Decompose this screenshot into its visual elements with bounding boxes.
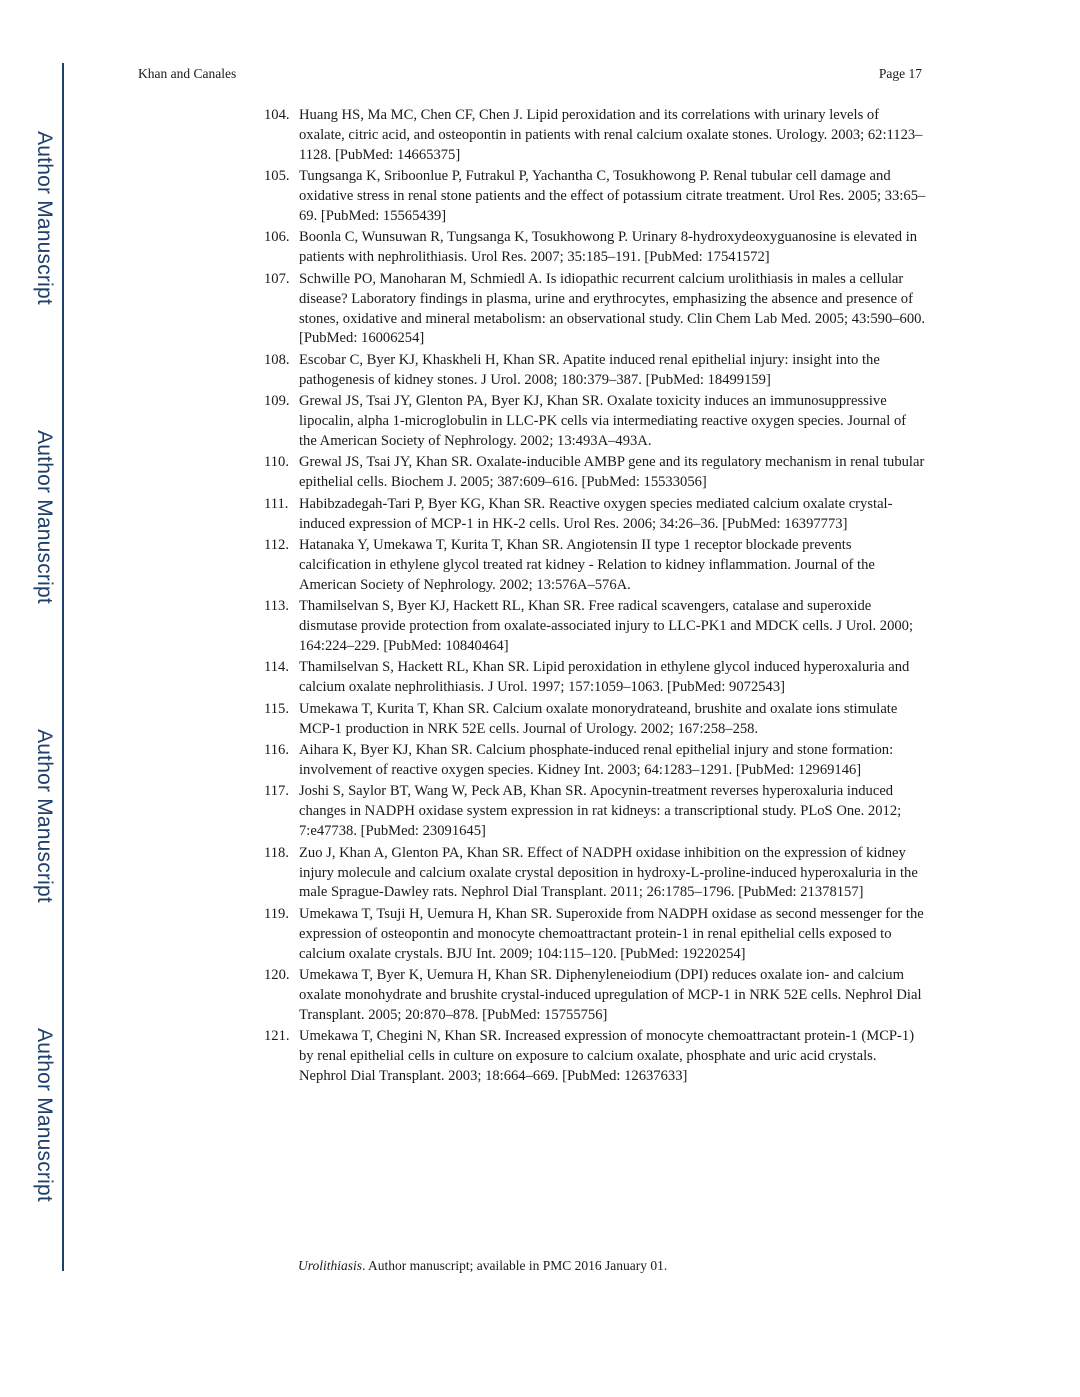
reference-number: 114.	[264, 659, 289, 676]
reference-number: 112.	[264, 537, 289, 554]
reference-number: 110.	[264, 454, 289, 471]
reference-number: 121.	[264, 1028, 290, 1045]
reference-text: Umekawa T, Byer K, Uemura H, Khan SR. Diphenyleneiodium (DPI) reduces oxalate ion- and calcium oxalate monohydrate and brushite crystal-induced upregulation of MCP-1 in NRK 52E cells. Nephrol Dial Transplant. 2005; 20:870–878. [PubMed: 15755756]	[299, 967, 922, 1023]
reference-list	[264, 106, 926, 1089]
reference-text: Aihara K, Byer KJ, Khan SR. Calcium phosphate-induced renal epithelial injury and stone formation: involvement of reactive oxygen species. Kidney Int. 2003; 64:1283–1291. [PubMed: 12969146]	[299, 742, 894, 778]
reference-text: Grewal JS, Tsai JY, Khan SR. Oxalate-inducible AMBP gene and its regulatory mechanism in renal tubular epithelial cells. Biochem J. 2005; 387:609–616. [PubMed: 15533056]	[299, 454, 925, 491]
footer-text: . Author manuscript; available in PMC 2016 January 01.	[362, 1258, 668, 1273]
footer-citation	[298, 1258, 667, 1274]
footer-journal: Urolithiasis	[298, 1258, 363, 1273]
reference-text: Joshi S, Saylor BT, Wang W, Peck AB, Khan SR. Apocynin-treatment reverses hyperoxaluria induced changes in NADPH oxidase system expression in rat kidneys: a transcriptional study. PLoS One. 2012; 7:e47738. [PubMed: 23091645]	[299, 783, 902, 840]
reference-number: 120.	[264, 967, 290, 984]
running-head-authors: Khan and Canales	[138, 66, 237, 81]
sidebar-rule	[62, 63, 64, 1271]
reference-number: 115.	[264, 700, 289, 717]
reference-text: Escobar C, Byer KJ, Khaskheli H, Khan SR. Apatite induced renal epithelial injury: insight into the pathogenesis of kidney stones. J Urol. 2008; 180:379–387. [PubMed: 18499159]	[299, 351, 880, 388]
reference-number: 119.	[264, 905, 289, 922]
reference-item	[264, 700, 926, 740]
reference-item	[264, 844, 926, 904]
reference-text: Huang HS, Ma MC, Chen CF, Chen J. Lipid peroxidation and its correlations with urinary levels of oxalate, citric acid, and osteopontin in patients with renal calcium oxalate stones. Urology. 2003; 62:1123–1128. [PubMed: 14665375]	[299, 107, 923, 163]
reference-text: Thamilselvan S, Hackett RL, Khan SR. Lipid peroxidation in ethylene glycol induced hyperoxaluria and calcium oxalate nephrolithiasis. J Urol. 1997; 157:1059–1063. [PubMed: 9072543]	[299, 659, 910, 696]
reference-number: 117.	[264, 783, 289, 800]
reference-text: Habibzadegah-Tari P, Byer KG, Khan SR. Reactive oxygen species mediated calcium oxalate crystal-induced expression of MCP-1 in HK-2 cells. Urol Res. 2006; 34:26–36. [PubMed: 16397773]	[299, 495, 893, 532]
reference-text: Boonla C, Wunsuwan R, Tungsanga K, Tosukhowong P. Urinary 8-hydroxydeoxyguanosine is elevated in patients with nephrolithiasis. Urol Res. 2007; 35:185–191. [PubMed: 17541572]	[299, 229, 918, 266]
reference-text: Hatanaka Y, Umekawa T, Kurita T, Khan SR. Angiotensin II type 1 receptor blockade prevents calcification in ethylene glycol treated rat kidney - Relation to kidney inflammation. Journal of the American Society of Nephrology. 2002; 13:576A–576A.	[299, 537, 875, 593]
reference-text: Thamilselvan S, Byer KJ, Hackett RL, Khan SR. Free radical scavengers, catalase and superoxide dismutase provide protection from oxalate-associated injury to LLC-PK1 and MDCK cells. J Urol. 2000; 164:224–229. [PubMed: 10840464]	[299, 598, 914, 655]
reference-number: 104.	[264, 107, 290, 123]
reference-number: 107.	[264, 270, 290, 287]
reference-item	[264, 453, 926, 493]
reference-number: 111.	[264, 495, 289, 512]
reference-item	[264, 351, 926, 391]
reference-number: 106.	[264, 229, 290, 246]
reference-item	[264, 597, 926, 657]
page-number: Page 17	[878, 66, 922, 81]
reference-number: 113.	[264, 598, 289, 615]
reference-number: 105.	[264, 168, 290, 185]
reference-item	[264, 905, 926, 965]
reference-item	[264, 782, 926, 842]
reference-number: 109.	[264, 393, 290, 410]
reference-item	[264, 1027, 926, 1087]
reference-item	[264, 228, 926, 268]
reference-item	[264, 966, 926, 1026]
reference-item	[264, 741, 926, 781]
reference-text: Umekawa T, Tsuji H, Uemura H, Khan SR. Superoxide from NADPH oxidase as second messenger for the expression of osteopontin and monocyte chemoattractant protein-1 in renal epithelial cells exposed to calcium oxalate crystals. BJU Int. 2009; 104:115–120. [PubMed: 19220254]	[299, 905, 924, 962]
reference-text: Schwille PO, Manoharan M, Schmiedl A. Is idiopathic recurrent calcium urolithiasis in males a cellular disease? Laboratory findings in plasma, urine and erythrocytes, emphasizing the absence and presence of stones, oxidative and mineral metabolism: an observational study. Clin Chem Lab Med. 2005; 43:590–600. [PubMed: 16006254]	[299, 270, 926, 347]
reference-number: 116.	[264, 742, 289, 759]
reference-text: Tungsanga K, Sriboonlue P, Futrakul P, Yachantha C, Tosukhowong P. Renal tubular cell damage and oxidative stress in renal stone patients and the effect of potassium citrate treatment. Urol Res. 2005; 33:65–69. [PubMed: 15565439]	[299, 168, 926, 225]
reference-item	[264, 270, 926, 350]
reference-item	[264, 106, 926, 166]
reference-number: 118.	[264, 844, 289, 861]
reference-item	[264, 495, 926, 535]
reference-text: Umekawa T, Kurita T, Khan SR. Calcium oxalate monorydrateand, brushite and oxalate ions stimulate MCP-1 production in NRK 52E cells. Journal of Urology. 2002; 167:258–258.	[299, 700, 898, 737]
reference-number: 108.	[264, 351, 290, 368]
reference-text: Grewal JS, Tsai JY, Glenton PA, Byer KJ, Khan SR. Oxalate toxicity induces an immunosuppressive lipocalin, alpha 1-microglobulin in LLC-PK cells via intermediating reactive oxygen species. Journal of the American Society of Nephrology. 2002; 13:493A–493A.	[299, 393, 907, 449]
reference-item	[264, 167, 926, 227]
reference-text: Umekawa T, Chegini N, Khan SR. Increased expression of monocyte chemoattractant protein-1 (MCP-1) by renal epithelial cells in culture on exposure to calcium oxalate, phosphate and uric acid crystals. Nephrol Dial Transplant. 2003; 18:664–669. [PubMed: 12637633]	[299, 1028, 915, 1085]
reference-text: Zuo J, Khan A, Glenton PA, Khan SR. Effect of NADPH oxidase inhibition on the expression of kidney injury molecule and calcium oxalate crystal deposition in hydroxy-L-proline-induced hyperoxaluria in the male Sprague-Dawley rats. Nephrol Dial Transplant. 2011; 26:1785–1796. [PubMed: 21378157]	[299, 844, 918, 901]
reference-item	[264, 392, 926, 452]
reference-item	[264, 658, 926, 698]
reference-item	[264, 536, 926, 596]
